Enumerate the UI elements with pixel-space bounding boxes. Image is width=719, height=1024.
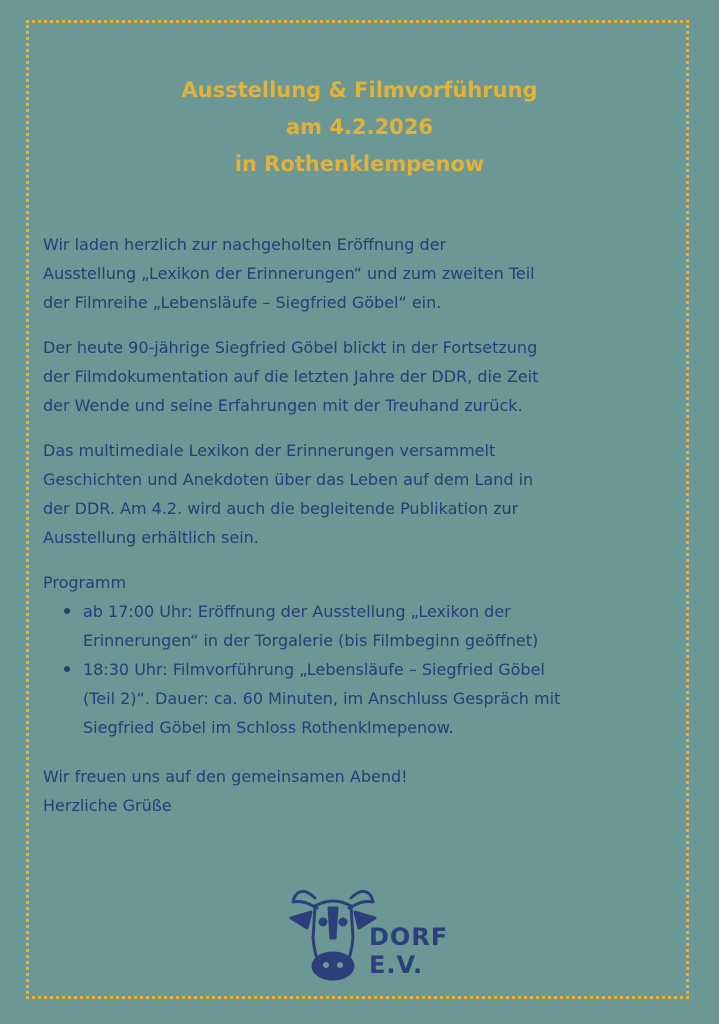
logo-text-line1: DORF — [369, 923, 449, 951]
program-item-text: 18:30 Uhr: Filmvorführung „Lebensläufe – Siegfried Göbel (Teil 2)“. Dauer: ca. 60 Minuten, im Anschluss Gespräch mit Siegfried Göbel im Schloss Rothenklmepenow. — [83, 660, 561, 737]
headline-date: am 4.2.2026 — [286, 115, 433, 139]
program-item-text: ab 17:00 Uhr: Eröffnung der Ausstellung „Lexikon der Erinnerungen“ in der Torgalerie (bis Filmbeginn geöffnet) — [83, 602, 539, 650]
program-list — [43, 597, 683, 742]
program-item — [43, 597, 683, 655]
closing-line: Wir freuen uns auf den gemeinsamen Abend! — [43, 767, 408, 786]
closing — [43, 762, 683, 820]
intro-paragraph: Wir laden herzlich zur nachgeholten Eröffnung der Ausstellung „Lexikon der Erinnerungen“ und zum zweiten Teil der Filmreihe „Lebensläufe – Siegfried Göbel“ ein. — [43, 235, 535, 312]
lexikon-paragraph: Das multimediale Lexikon der Erinnerungen versammelt Geschichten und Anekdoten über das Leben auf dem Land in der DDR. Am 4.2. wird auch die begleitende Publikation zur Ausstellung erhältlich sein. — [43, 441, 534, 547]
film-paragraph: Der heute 90-jährige Siegfried Göbel blickt in der Fortsetzung der Filmdokumentation auf die letzten Jahre der DDR, die Zeit der Wende und seine Erfahrungen mit der Treuhand zurück. — [43, 338, 539, 415]
logo-text-line2: E.V. — [369, 951, 424, 979]
bullet-icon — [64, 666, 70, 672]
invitation-body — [43, 230, 683, 820]
signoff: Herzliche Grüße — [43, 796, 172, 815]
headline — [0, 72, 719, 183]
headline-location: in Rothenklempenow — [234, 152, 485, 176]
headline-title: Ausstellung & Filmvorführung — [181, 78, 538, 102]
bullet-icon — [64, 608, 70, 614]
program-heading: Programm — [43, 573, 127, 592]
logo-text — [369, 923, 448, 979]
program-item — [43, 655, 683, 742]
